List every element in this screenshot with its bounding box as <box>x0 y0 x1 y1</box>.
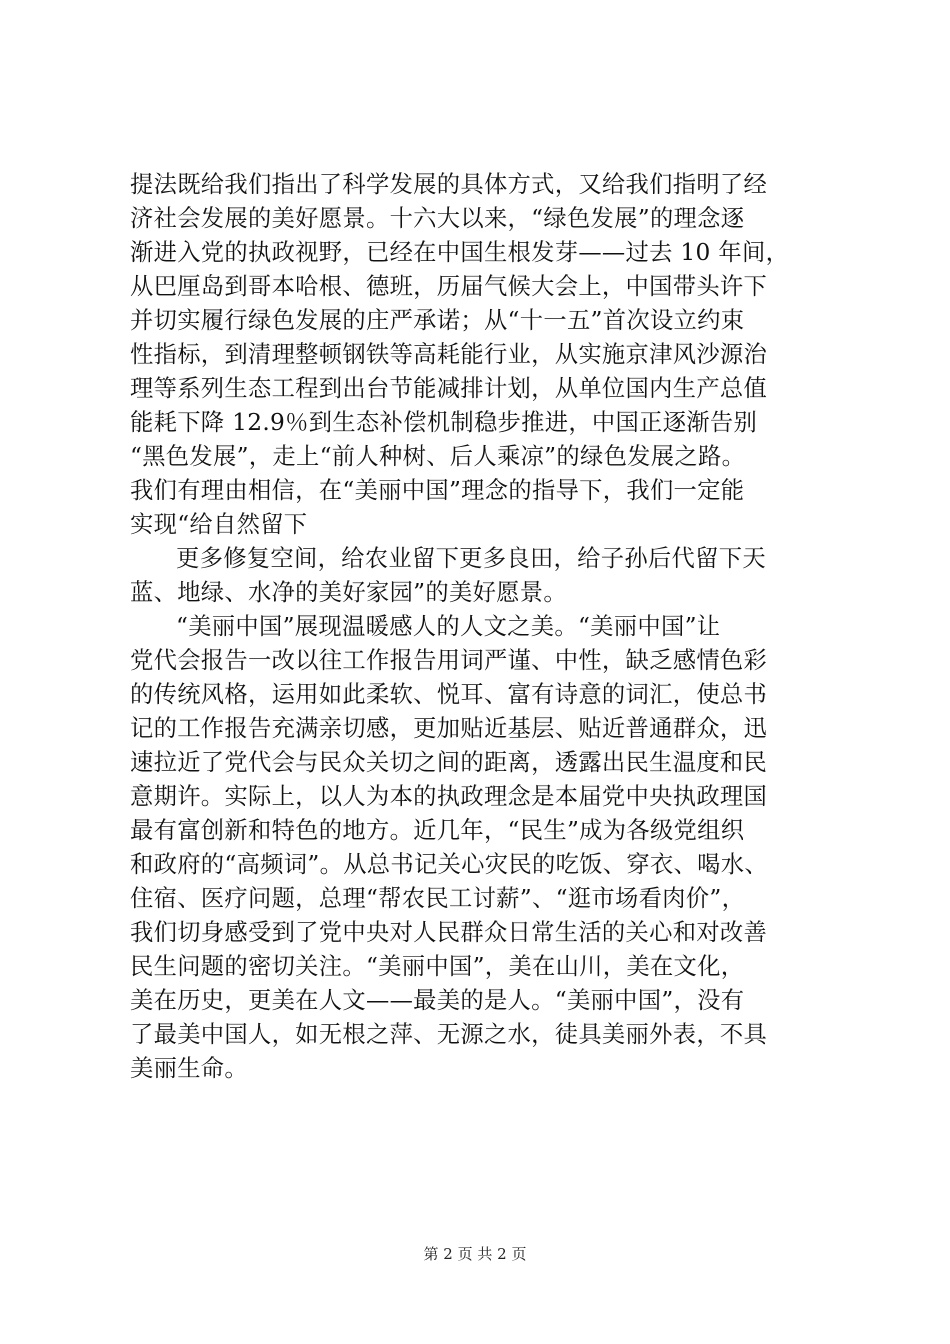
text-line: 美在历史，更美在人文——最美的是人。“美丽中国”，没有 <box>130 987 745 1014</box>
text-line: “黑色发展”，走上“前人种树、后人乘凉”的绿色发展之路。 <box>130 443 746 470</box>
text-line: 意期许。实际上，以人为本的执政理念是本届党中央执政理国 <box>130 783 768 810</box>
text-line: 记的工作报告充满亲切感，更加贴近基层、贴近普通群众，迅 <box>130 715 768 742</box>
text-line: 和政府的“高频词”。从总书记关心灾民的吃饭、穿衣、喝水、 <box>130 851 768 878</box>
text-line: 了最美中国人，如无根之萍、无源之水，徒具美丽外表，不具 <box>130 1021 768 1048</box>
text-line: 的传统风格，运用如此柔软、悦耳、富有诗意的词汇，使总书 <box>130 681 768 708</box>
text-line: 理等系列生态工程到出台节能减排计划，从单位国内生产总值 <box>130 375 768 402</box>
text-line: 我们有理由相信，在“美丽中国”理念的指导下，我们一定能 <box>130 477 745 504</box>
text-line: 住宿、医疗问题，总理“帮农民工讨薪”、“逛市场看肉价”， <box>130 885 746 912</box>
text-line: 蓝、地绿、水净的美好家园”的美好愿景。 <box>130 579 567 606</box>
text-line: 提法既给我们指出了科学发展的具体方式，又给我们指明了经 <box>130 171 768 198</box>
text-line: 并切实履行绿色发展的庄严承诺；从“十一五”首次设立约束 <box>130 307 745 334</box>
text-line: 性指标，到清理整顿钢铁等高耗能行业，从实施京津风沙源治 <box>130 341 768 368</box>
paragraph-3 <box>130 610 830 1086</box>
text-line: 渐进入党的执政视野，已经在中国生根发芽——过去 10 年间， <box>130 239 790 266</box>
document-body <box>130 168 830 1086</box>
text-line: “美丽中国”展现温暖感人的人文之美。“美丽中国”让 <box>176 613 721 640</box>
paragraph-2 <box>130 542 830 610</box>
text-line: 我们切身感受到了党中央对人民群众日常生活的关心和对改善 <box>130 919 768 946</box>
text-line: 最有富创新和特色的地方。近几年，“民生”成为各级党组织 <box>130 817 745 844</box>
page-number-footer: 第 2 页 共 2 页 <box>423 1245 527 1263</box>
text-line: 实现“给自然留下 <box>130 511 308 538</box>
text-line: 民生问题的密切关注。“美丽中国”，美在山川，美在文化， <box>130 953 745 980</box>
text-line: 美丽生命。 <box>130 1055 248 1082</box>
paragraph-1 <box>130 168 830 542</box>
text-line: 从巴厘岛到哥本哈根、德班，历届气候大会上，中国带头许下 <box>130 273 768 300</box>
text-line: 党代会报告一改以往工作报告用词严谨、中性，缺乏感情色彩 <box>130 647 768 674</box>
text-line: 速拉近了党代会与民众关切之间的距离，透露出民生温度和民 <box>130 749 768 776</box>
text-line: 济社会发展的美好愿景。十六大以来，“绿色发展”的理念逐 <box>130 205 745 232</box>
text-line: 更多修复空间，给农业留下更多良田，给子孙后代留下天 <box>176 545 766 572</box>
text-line: 能耗下降 12.9％到生态补偿机制稳步推进，中国正逐渐告别 <box>130 409 758 436</box>
